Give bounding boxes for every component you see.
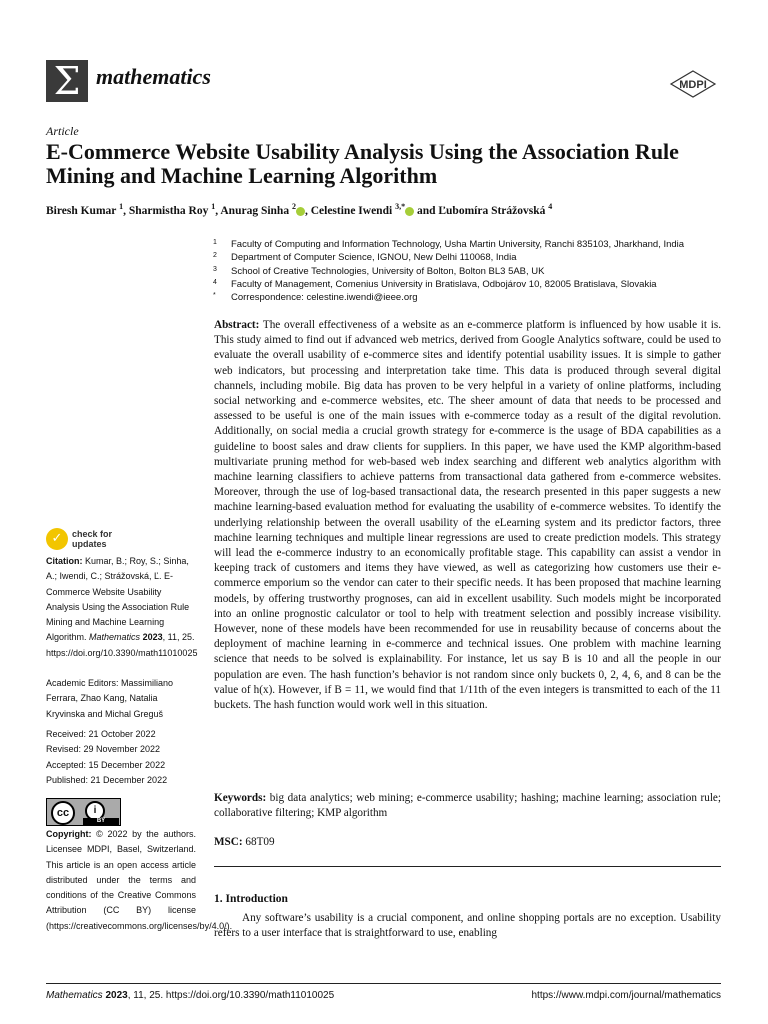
date-received: Received: 21 October 2022 bbox=[46, 729, 156, 739]
check-for-updates-badge[interactable] bbox=[46, 528, 146, 550]
citation-doi[interactable]: , 11, 25. https://doi.org/10.3390/math11010025 bbox=[46, 632, 198, 658]
author-name[interactable]: Ľubomíra Strážovská bbox=[438, 204, 546, 217]
check-icon: ✓ bbox=[46, 528, 68, 550]
publication-dates bbox=[46, 727, 196, 788]
author-sup: 1 bbox=[119, 202, 124, 211]
author-name[interactable]: Celestine Iwendi bbox=[310, 204, 393, 217]
affiliations bbox=[213, 238, 733, 304]
check-for-updates-line2: updates bbox=[72, 539, 107, 549]
date-accepted: Accepted: 15 December 2022 bbox=[46, 759, 166, 770]
keywords-label: Keywords: bbox=[214, 792, 267, 804]
citation-text: Kumar, B.; Roy, S.; Sinha, A.; Iwendi, C.; Strážovská, Ľ. E-Commerce Website Usability Analysis Using the Association Rule Mining and Machine Learning Algorithm. bbox=[46, 556, 190, 643]
affiliation-item bbox=[213, 278, 733, 291]
correspondence-text[interactable]: Correspondence: celestine.iwendi@ieee.org bbox=[231, 292, 418, 304]
orcid-icon[interactable] bbox=[405, 207, 414, 216]
citation-label: Citation: bbox=[46, 556, 83, 566]
author-list: Biresh Kumar $^1$, Sharmistha Roy $^1$, Anurag Sinha $^2$ , Celestine Iwendi $^{3,*}$ and Ľubomíra Strážovská $^4$ bbox=[46, 202, 553, 217]
mdpi-logo-text: MDPI bbox=[679, 79, 707, 91]
citation bbox=[46, 554, 196, 661]
author-sup: 1 bbox=[211, 202, 216, 211]
date-revised: Revised: 29 November 2022 bbox=[46, 744, 161, 755]
affiliation-number: 1 bbox=[213, 239, 217, 246]
msc-label: MSC: bbox=[214, 836, 243, 848]
author-name[interactable]: Biresh Kumar bbox=[46, 204, 117, 217]
academic-editors: Academic Editors: Massimiliano Ferrara, Zhao Kang, Natalia Kryvinska and Michal Greguš bbox=[46, 678, 174, 719]
journal-logo: Σ bbox=[46, 60, 88, 102]
footer-year: 2023 bbox=[105, 990, 128, 1001]
footer-doi[interactable]: , 11, 25. https://doi.org/10.3390/math11010025 bbox=[127, 990, 335, 1001]
cc-by-license-icon[interactable] bbox=[46, 798, 121, 826]
affiliation-item bbox=[213, 238, 733, 251]
by-label: BY bbox=[83, 818, 119, 825]
author-name[interactable]: Anurag Sinha bbox=[220, 204, 290, 217]
keywords-text: big data analytics; web mining; e-commerce usability; hashing; machine learning; association rule; collaborative filtering; KMP algorithm bbox=[214, 792, 721, 820]
abstract-text: The overall effectiveness of a website as an e-commerce platform is influenced by how usable it is. This study aimed to find out if advanced web metrics, derived from Google Analytics software, could be used to evaluate the overall usability of e-commerce sites and identify potential usability issues. It is simple to gather web indicators, but processing and interpretation take time. This data is produced through several digital channels, including mobile. Big data has proven to be very helpful in a variety of online platforms, including social networking and e-commerce websites, etc. The sheer amount of data that needs to be processed and assessed to be useful is one of the main issues with e-commerce today as a result of the digital revolution. Additionally, on social media a crucial growth strategy for e-commerce is the usage of BDA capabilities as a guideline to boost sales and draw clients for suppliers. In this paper, we have used the KMP algorithm-based multivariate pruning method for web-based web index searching and different web analytics algorithm with machine learning classifiers to achieve patterns from transactional data gathered from e-commerce websites. Moreover, through the use of log-based transactional data, the research presented in this paper suggests a new machine learning-based evaluation method for evaluating the usability of e-commerce websites. To identify the underlying relationship between the overall usability of the eLearning system and its predictor factors, three machine learning techniques and multiple linear regressions are used to create prediction models. This strategy will lead the e-commerce industry to an economically profitable stage. This capability can assist a vendor in keeping track of customers and items they have viewed, as well as categorizing how customers use their e-commerce emporium so the vendor can cater to their specific needs. It has been proposed that machine learning models, by offering trustworthy prognoses, can aid in excellent usability. Such models might be incorporated into an online prognostic calculator or tool to help with treatment selection and possibly increase visibility. However, none of these models have been recommended for use in reusability because of concerns about the deployment of machine learning in e-commerce and technical issues. One problem with machine learning science that needs to be solved is explainability. For instance, let us say B is 10 and all the people in our population are even. The hash function’s behavior is not random since only buckets 0, 2, 4, 6, and 8 can be the value of h(x). However, if B = 11, we would find that 1/11th of the even integers is transmitted to each of the 11 buckets. The hash function would work well in this situation. bbox=[214, 319, 721, 712]
mdpi-logo[interactable] bbox=[669, 70, 717, 98]
footer-citation bbox=[46, 990, 334, 1001]
author-sup: 4 bbox=[548, 202, 553, 211]
footer-divider bbox=[46, 983, 721, 984]
abstract bbox=[214, 318, 721, 713]
affiliation-item bbox=[213, 265, 733, 278]
footer-journal-url[interactable]: https://www.mdpi.com/journal/mathematics bbox=[531, 990, 721, 1001]
journal-name[interactable]: mathematics bbox=[96, 64, 211, 89]
affiliation-number: 4 bbox=[213, 278, 217, 286]
affiliation-text: School of Creative Technologies, University of Bolton, Bolton BL3 5AB, UK bbox=[231, 265, 545, 277]
orcid-icon[interactable] bbox=[296, 207, 305, 216]
affiliation-text: Department of Computer Science, IGNOU, New Delhi 110068, India bbox=[231, 252, 517, 264]
cc-icon: cc bbox=[51, 801, 75, 825]
msc-code: 68T09 bbox=[245, 836, 275, 848]
copyright-label: Copyright: bbox=[46, 829, 92, 839]
citation-year: 2023 bbox=[142, 632, 163, 643]
page-title: E-Commerce Website Usability Analysis Using the Association Rule Mining and Machine Learning Algorithm bbox=[46, 139, 679, 188]
affiliation-number: * bbox=[213, 292, 216, 300]
person-icon: i bbox=[85, 801, 105, 821]
affiliation-item bbox=[213, 251, 733, 264]
section-divider bbox=[214, 866, 721, 867]
check-for-updates-label bbox=[72, 529, 112, 549]
affiliation-number: 2 bbox=[213, 252, 217, 260]
date-published: Published: 21 December 2022 bbox=[46, 774, 168, 785]
author-sup: 2 bbox=[291, 202, 296, 211]
citation-journal: Mathematics bbox=[89, 632, 141, 643]
keywords bbox=[214, 791, 721, 821]
affiliation-text: Faculty of Computing and Information Technology, Usha Martin University, Ranchi 835103, Jharkhand, India bbox=[231, 239, 685, 250]
msc bbox=[214, 836, 275, 848]
author-sup: 3,* bbox=[395, 202, 406, 211]
footer-journal: Mathematics bbox=[46, 990, 103, 1001]
affiliation-item bbox=[213, 291, 733, 304]
author-name[interactable]: Sharmistha Roy bbox=[128, 204, 209, 217]
section-text: Any software’s usability is a crucial component, and online shopping portals are no exception. Usability refers to a user interface that is straightforward to use, enabling bbox=[214, 912, 721, 940]
article-type: Article bbox=[46, 124, 79, 138]
check-for-updates-line1: check for bbox=[72, 529, 113, 539]
copyright-text: © 2022 by the authors. Licensee MDPI, Basel, Switzerland. This article is an open access article distributed under the terms and conditions of the Creative Commons Attribution (CC BY) license (https://creativecommons.org/licenses/by/4.0/). bbox=[46, 829, 233, 931]
affiliation-text: Faculty of Management, Comenius University in Bratislava, Odbojárov 10, 82005 Bratislava, Slovakia bbox=[231, 278, 657, 290]
section-heading: 1. Introduction bbox=[214, 893, 288, 905]
affiliation-number: 3 bbox=[213, 265, 217, 273]
abstract-label: Abstract: bbox=[214, 319, 260, 331]
